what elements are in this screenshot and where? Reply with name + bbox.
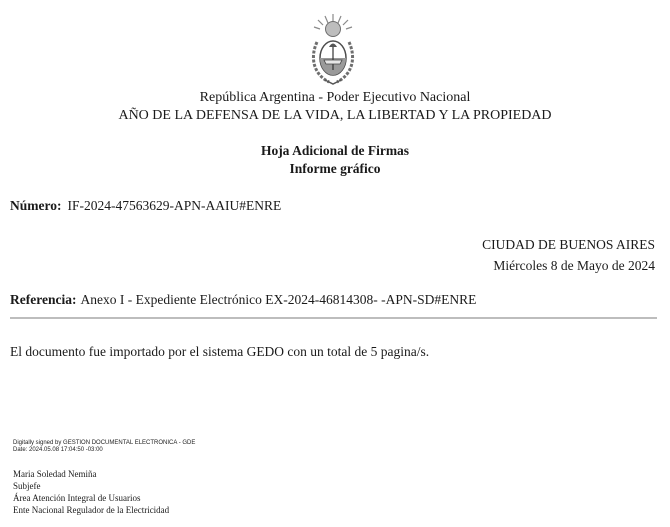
digital-signature-stamp bbox=[13, 440, 195, 454]
document-title: Hoja Adicional de Firmas bbox=[260, 143, 410, 158]
year-motto: AÑO DE LA DEFENSA DE LA VIDA, LA LIBERTAD Y LA PROPIEDAD bbox=[118, 108, 552, 123]
document-subtitle: Informe gráfico bbox=[289, 161, 381, 176]
signer-area: Área Atención Integral de Usuarios bbox=[13, 493, 141, 503]
reference bbox=[10, 292, 476, 308]
signer-name: Maria Soledad Nemiña bbox=[13, 469, 97, 479]
signer-block bbox=[13, 468, 169, 516]
argentina-coat-of-arms-icon bbox=[307, 12, 359, 88]
document-number-value: IF-2024-47563629-APN-AAIU#ENRE bbox=[67, 198, 282, 213]
document-date: Miércoles 8 de Mayo de 2024 bbox=[493, 258, 655, 273]
institution-header: República Argentina - Poder Ejecutivo Nacional bbox=[199, 90, 471, 105]
divider bbox=[10, 317, 657, 319]
document-number bbox=[10, 198, 281, 214]
signer-entity: Ente Nacional Regulador de la Electricidad bbox=[13, 505, 170, 515]
city: CIUDAD DE BUENOS AIRES bbox=[482, 237, 655, 252]
signer-position: Subjefe bbox=[13, 481, 41, 491]
document-number-label: Número: bbox=[10, 198, 62, 213]
reference-value: Anexo I - Expediente Electrónico EX-2024-46814308- -APN-SD#ENRE bbox=[80, 292, 477, 307]
digital-signature-signed-by: Digitally signed by GESTION DOCUMENTAL ELECTRONICA - GDE bbox=[13, 440, 196, 446]
digital-signature-date: Date: 2024.05.08 17:04:50 -03:00 bbox=[13, 447, 103, 453]
reference-label: Referencia: bbox=[10, 292, 77, 307]
body-text: El documento fue importado por el sistema GEDO con un total de 5 pagina/s. bbox=[10, 344, 430, 359]
